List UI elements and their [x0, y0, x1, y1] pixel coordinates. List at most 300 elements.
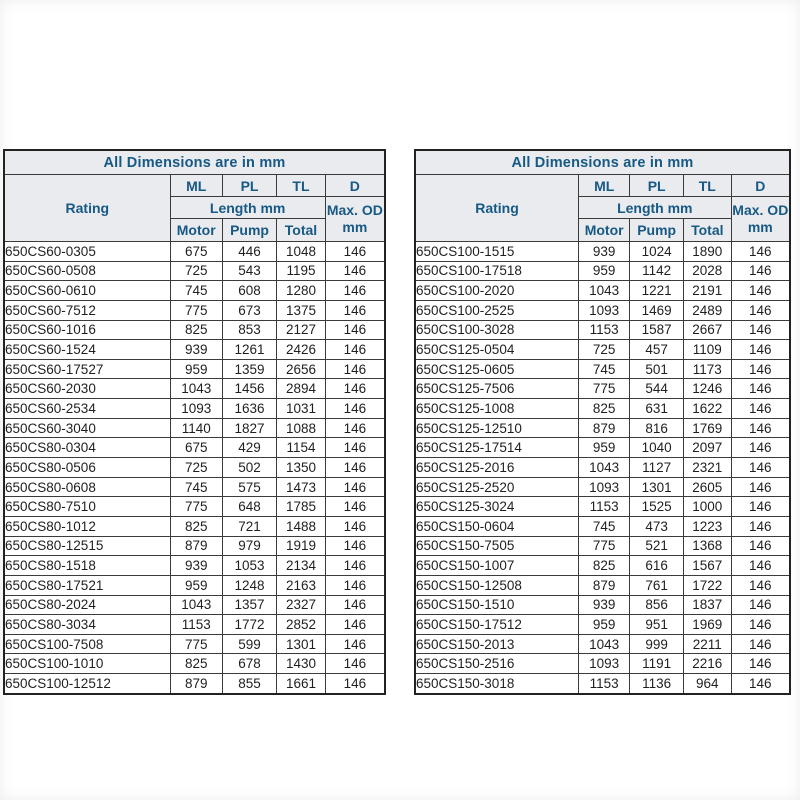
col-header-d: D: [325, 175, 385, 197]
rating-cell: 650CS80-12515: [4, 536, 170, 556]
value-cell: 1088: [277, 418, 325, 438]
value-cell: 1043: [170, 595, 222, 615]
rating-cell: 650CS60-2534: [4, 399, 170, 419]
value-cell: 959: [578, 615, 629, 635]
value-cell: 761: [630, 575, 684, 595]
rating-cell: 650CS80-0304: [4, 438, 170, 458]
value-cell: 1093: [578, 654, 629, 674]
rating-cell: 650CS60-7512: [4, 300, 170, 320]
value-cell: 146: [731, 261, 790, 281]
value-cell: 2852: [277, 615, 325, 635]
value-cell: 1357: [222, 595, 276, 615]
table-row: [4, 556, 385, 576]
value-cell: 959: [578, 438, 629, 458]
value-cell: 2216: [683, 654, 731, 674]
table-row: [415, 438, 790, 458]
value-cell: 146: [325, 516, 385, 536]
table-title: All Dimensions are in mm: [4, 150, 385, 175]
value-cell: 1153: [578, 320, 629, 340]
value-cell: 745: [170, 281, 222, 301]
value-cell: 2097: [683, 438, 731, 458]
value-cell: 631: [630, 399, 684, 419]
value-cell: 146: [325, 438, 385, 458]
table-row: [415, 359, 790, 379]
value-cell: 146: [731, 320, 790, 340]
value-cell: 146: [325, 281, 385, 301]
value-cell: 825: [578, 556, 629, 576]
value-cell: 2327: [277, 595, 325, 615]
value-cell: 2667: [683, 320, 731, 340]
value-cell: 1473: [277, 477, 325, 497]
value-cell: 725: [170, 261, 222, 281]
value-cell: 1191: [630, 654, 684, 674]
rating-cell: 650CS100-7508: [4, 634, 170, 654]
value-cell: 879: [170, 536, 222, 556]
table-row: [4, 615, 385, 635]
table-row: [415, 516, 790, 536]
value-cell: 2134: [277, 556, 325, 576]
rating-cell: 650CS60-0508: [4, 261, 170, 281]
table-row: [4, 516, 385, 536]
value-cell: 146: [731, 379, 790, 399]
value-cell: 1043: [578, 458, 629, 478]
value-cell: 146: [325, 458, 385, 478]
table-row: [4, 575, 385, 595]
rating-cell: 650CS80-17521: [4, 575, 170, 595]
value-cell: 951: [630, 615, 684, 635]
value-cell: 673: [222, 300, 276, 320]
value-cell: 146: [325, 674, 385, 694]
value-cell: 879: [578, 418, 629, 438]
value-cell: 146: [325, 340, 385, 360]
value-cell: 1827: [222, 418, 276, 438]
value-cell: 825: [578, 399, 629, 419]
rating-cell: 650CS125-0504: [415, 340, 578, 360]
value-cell: 146: [731, 418, 790, 438]
value-cell: 999: [630, 634, 684, 654]
value-cell: 964: [683, 674, 731, 694]
dimensions-table-right: [414, 149, 791, 695]
value-cell: 146: [731, 634, 790, 654]
value-cell: 1195: [277, 261, 325, 281]
rating-cell: 650CS60-3040: [4, 418, 170, 438]
value-cell: 146: [731, 359, 790, 379]
rating-cell: 650CS125-2016: [415, 458, 578, 478]
rating-cell: 650CS100-2525: [415, 300, 578, 320]
value-cell: 816: [630, 418, 684, 438]
col-header-ml: ML: [170, 175, 222, 197]
value-cell: 1173: [683, 359, 731, 379]
rating-cell: 650CS80-0506: [4, 458, 170, 478]
table-row: [415, 674, 790, 694]
value-cell: 1301: [277, 634, 325, 654]
value-cell: 1136: [630, 674, 684, 694]
value-cell: 979: [222, 536, 276, 556]
table-row: [4, 497, 385, 517]
value-cell: 855: [222, 674, 276, 694]
table-title-row: [4, 150, 385, 175]
col-header-pump: Pump: [630, 219, 684, 242]
table-row: [415, 615, 790, 635]
value-cell: 146: [325, 634, 385, 654]
table-body: [415, 242, 790, 695]
value-cell: 146: [325, 359, 385, 379]
rating-cell: 650CS150-1510: [415, 595, 578, 615]
value-cell: 146: [325, 320, 385, 340]
value-cell: 1567: [683, 556, 731, 576]
col-header-tl: TL: [277, 175, 325, 197]
value-cell: 1221: [630, 281, 684, 301]
rating-cell: 650CS150-2516: [415, 654, 578, 674]
value-cell: 745: [170, 477, 222, 497]
value-cell: 1000: [683, 497, 731, 517]
value-cell: 678: [222, 654, 276, 674]
value-cell: 146: [325, 497, 385, 517]
value-cell: 146: [325, 261, 385, 281]
table-row: [415, 418, 790, 438]
rating-cell: 650CS60-0610: [4, 281, 170, 301]
value-cell: 1043: [578, 281, 629, 301]
col-header-length: Length mm: [170, 197, 325, 219]
value-cell: 1024: [630, 242, 684, 262]
value-cell: 959: [170, 575, 222, 595]
value-cell: 1430: [277, 654, 325, 674]
table-row: [4, 674, 385, 694]
value-cell: 1488: [277, 516, 325, 536]
value-cell: 1153: [170, 615, 222, 635]
value-cell: 146: [731, 575, 790, 595]
value-cell: 959: [578, 261, 629, 281]
value-cell: 1043: [170, 379, 222, 399]
value-cell: 825: [170, 320, 222, 340]
rating-cell: 650CS150-2013: [415, 634, 578, 654]
table-row: [4, 261, 385, 281]
value-cell: 1636: [222, 399, 276, 419]
value-cell: 745: [578, 516, 629, 536]
value-cell: 146: [731, 458, 790, 478]
value-cell: 146: [325, 595, 385, 615]
rating-cell: 650CS60-17527: [4, 359, 170, 379]
value-cell: 1722: [683, 575, 731, 595]
col-header-pl: PL: [222, 175, 276, 197]
table-row: [415, 575, 790, 595]
value-cell: 521: [630, 536, 684, 556]
col-header-rating: Rating: [415, 175, 578, 242]
rating-cell: 650CS150-17512: [415, 615, 578, 635]
value-cell: 599: [222, 634, 276, 654]
value-cell: 1469: [630, 300, 684, 320]
value-cell: 575: [222, 477, 276, 497]
value-cell: 939: [170, 340, 222, 360]
value-cell: 725: [170, 458, 222, 478]
value-cell: 146: [731, 438, 790, 458]
value-cell: 1359: [222, 359, 276, 379]
col-header-length: Length mm: [578, 197, 731, 219]
value-cell: 2489: [683, 300, 731, 320]
value-cell: 1053: [222, 556, 276, 576]
value-cell: 2028: [683, 261, 731, 281]
rating-cell: 650CS125-7506: [415, 379, 578, 399]
value-cell: 939: [170, 556, 222, 576]
value-cell: 1375: [277, 300, 325, 320]
rating-cell: 650CS80-3034: [4, 615, 170, 635]
value-cell: 146: [731, 242, 790, 262]
value-cell: 1769: [683, 418, 731, 438]
value-cell: 1368: [683, 536, 731, 556]
value-cell: 1587: [630, 320, 684, 340]
value-cell: 1261: [222, 340, 276, 360]
value-cell: 1093: [578, 300, 629, 320]
rating-cell: 650CS150-12508: [415, 575, 578, 595]
value-cell: 146: [731, 340, 790, 360]
value-cell: 2426: [277, 340, 325, 360]
value-cell: 429: [222, 438, 276, 458]
value-cell: 1109: [683, 340, 731, 360]
table-row: [415, 261, 790, 281]
value-cell: 146: [731, 654, 790, 674]
value-cell: 544: [630, 379, 684, 399]
value-cell: 146: [731, 595, 790, 615]
value-cell: 1301: [630, 477, 684, 497]
rating-cell: 650CS125-2520: [415, 477, 578, 497]
table-row: [4, 281, 385, 301]
value-cell: 959: [170, 359, 222, 379]
rating-cell: 650CS100-1515: [415, 242, 578, 262]
value-cell: 939: [578, 595, 629, 615]
value-cell: 2127: [277, 320, 325, 340]
rating-cell: 650CS125-1008: [415, 399, 578, 419]
dimensions-table-left: [3, 149, 386, 695]
value-cell: 1031: [277, 399, 325, 419]
rating-cell: 650CS150-0604: [415, 516, 578, 536]
max-od-label: Max. OD: [326, 201, 383, 218]
value-cell: 146: [325, 399, 385, 419]
max-od-unit: mm: [747, 219, 773, 235]
value-cell: 1127: [630, 458, 684, 478]
value-cell: 146: [731, 516, 790, 536]
col-header-d: D: [731, 175, 790, 197]
table-row: [415, 340, 790, 360]
value-cell: 1785: [277, 497, 325, 517]
value-cell: 1456: [222, 379, 276, 399]
table-row: [4, 379, 385, 399]
value-cell: 1043: [578, 634, 629, 654]
value-cell: 775: [578, 536, 629, 556]
col-header-max-od: [325, 197, 385, 242]
value-cell: 648: [222, 497, 276, 517]
value-cell: 2656: [277, 359, 325, 379]
table-row: [4, 418, 385, 438]
value-cell: 1525: [630, 497, 684, 517]
col-header-motor: Motor: [170, 219, 222, 242]
value-cell: 146: [731, 497, 790, 517]
column-code-row: [415, 175, 790, 197]
col-header-tl: TL: [683, 175, 731, 197]
rating-cell: 650CS125-12510: [415, 418, 578, 438]
rating-cell: 650CS100-1010: [4, 654, 170, 674]
value-cell: 146: [325, 418, 385, 438]
value-cell: 879: [170, 674, 222, 694]
value-cell: 1154: [277, 438, 325, 458]
value-cell: 146: [731, 300, 790, 320]
max-od-unit: mm: [342, 219, 368, 235]
value-cell: 616: [630, 556, 684, 576]
col-header-ml: ML: [578, 175, 629, 197]
value-cell: 2605: [683, 477, 731, 497]
value-cell: 2191: [683, 281, 731, 301]
table-row: [4, 340, 385, 360]
table-row: [415, 654, 790, 674]
rating-cell: 650CS80-0608: [4, 477, 170, 497]
value-cell: 775: [170, 300, 222, 320]
value-cell: 457: [630, 340, 684, 360]
value-cell: 1140: [170, 418, 222, 438]
rating-cell: 650CS100-2020: [415, 281, 578, 301]
table-row: [415, 320, 790, 340]
table-row: [4, 399, 385, 419]
table-body: [4, 242, 385, 695]
value-cell: 1919: [277, 536, 325, 556]
value-cell: 146: [325, 615, 385, 635]
value-cell: 2321: [683, 458, 731, 478]
value-cell: 146: [325, 477, 385, 497]
rating-cell: 650CS125-17514: [415, 438, 578, 458]
rating-cell: 650CS150-3018: [415, 674, 578, 694]
rating-cell: 650CS80-2024: [4, 595, 170, 615]
value-cell: 1248: [222, 575, 276, 595]
value-cell: 825: [170, 516, 222, 536]
rating-cell: 650CS150-7505: [415, 536, 578, 556]
value-cell: 1093: [170, 399, 222, 419]
value-cell: 2163: [277, 575, 325, 595]
value-cell: 675: [170, 242, 222, 262]
rating-cell: 650CS80-1518: [4, 556, 170, 576]
value-cell: 146: [731, 536, 790, 556]
value-cell: 146: [325, 575, 385, 595]
table-row: [415, 536, 790, 556]
rating-cell: 650CS150-1007: [415, 556, 578, 576]
value-cell: 853: [222, 320, 276, 340]
rating-cell: 650CS125-0605: [415, 359, 578, 379]
value-cell: 775: [170, 497, 222, 517]
value-cell: 146: [731, 674, 790, 694]
table-row: [4, 300, 385, 320]
col-header-total: Total: [683, 219, 731, 242]
col-header-motor: Motor: [578, 219, 629, 242]
rating-cell: 650CS100-3028: [415, 320, 578, 340]
table-row: [415, 399, 790, 419]
value-cell: 1622: [683, 399, 731, 419]
table-row: [415, 497, 790, 517]
value-cell: 1040: [630, 438, 684, 458]
value-cell: 146: [325, 242, 385, 262]
value-cell: 775: [170, 634, 222, 654]
value-cell: 725: [578, 340, 629, 360]
table-row: [4, 458, 385, 478]
value-cell: 1223: [683, 516, 731, 536]
column-code-row: [4, 175, 385, 197]
table-row: [415, 242, 790, 262]
col-header-pump: Pump: [222, 219, 276, 242]
value-cell: 446: [222, 242, 276, 262]
max-od-label: Max. OD: [732, 201, 789, 218]
table-row: [4, 438, 385, 458]
value-cell: 2211: [683, 634, 731, 654]
table-row: [4, 595, 385, 615]
value-cell: 1048: [277, 242, 325, 262]
value-cell: 146: [731, 477, 790, 497]
col-header-total: Total: [277, 219, 325, 242]
rating-cell: 650CS60-2030: [4, 379, 170, 399]
table-row: [415, 634, 790, 654]
col-header-rating: Rating: [4, 175, 170, 242]
table-row: [415, 458, 790, 478]
table-row: [415, 281, 790, 301]
value-cell: 1350: [277, 458, 325, 478]
value-cell: 1153: [578, 674, 629, 694]
table-row: [4, 654, 385, 674]
value-cell: 1890: [683, 242, 731, 262]
value-cell: 1093: [578, 477, 629, 497]
rating-cell: 650CS60-1016: [4, 320, 170, 340]
value-cell: 1142: [630, 261, 684, 281]
table-row: [415, 556, 790, 576]
rating-cell: 650CS80-7510: [4, 497, 170, 517]
value-cell: 856: [630, 595, 684, 615]
value-cell: 146: [731, 556, 790, 576]
value-cell: 939: [578, 242, 629, 262]
value-cell: 543: [222, 261, 276, 281]
table-row: [415, 379, 790, 399]
value-cell: 775: [578, 379, 629, 399]
table-row: [4, 477, 385, 497]
table-row: [4, 242, 385, 262]
value-cell: 1772: [222, 615, 276, 635]
rating-cell: 650CS100-17518: [415, 261, 578, 281]
value-cell: 1246: [683, 379, 731, 399]
col-header-pl: PL: [630, 175, 684, 197]
value-cell: 1837: [683, 595, 731, 615]
rating-cell: 650CS125-3024: [415, 497, 578, 517]
table-row: [4, 320, 385, 340]
value-cell: 1969: [683, 615, 731, 635]
value-cell: 1661: [277, 674, 325, 694]
value-cell: 501: [630, 359, 684, 379]
value-cell: 745: [578, 359, 629, 379]
table-title: All Dimensions are in mm: [415, 150, 790, 175]
value-cell: 879: [578, 575, 629, 595]
rating-cell: 650CS60-1524: [4, 340, 170, 360]
value-cell: 608: [222, 281, 276, 301]
rating-cell: 650CS100-12512: [4, 674, 170, 694]
table-row: [4, 634, 385, 654]
col-header-max-od: [731, 197, 790, 242]
value-cell: 1153: [578, 497, 629, 517]
value-cell: 146: [325, 556, 385, 576]
value-cell: 675: [170, 438, 222, 458]
table-row: [415, 595, 790, 615]
value-cell: 2894: [277, 379, 325, 399]
value-cell: 473: [630, 516, 684, 536]
rating-cell: 650CS60-0305: [4, 242, 170, 262]
table-row: [4, 536, 385, 556]
value-cell: 146: [731, 281, 790, 301]
table-row: [4, 359, 385, 379]
value-cell: 146: [731, 399, 790, 419]
table-row: [415, 477, 790, 497]
value-cell: 721: [222, 516, 276, 536]
value-cell: 146: [731, 615, 790, 635]
